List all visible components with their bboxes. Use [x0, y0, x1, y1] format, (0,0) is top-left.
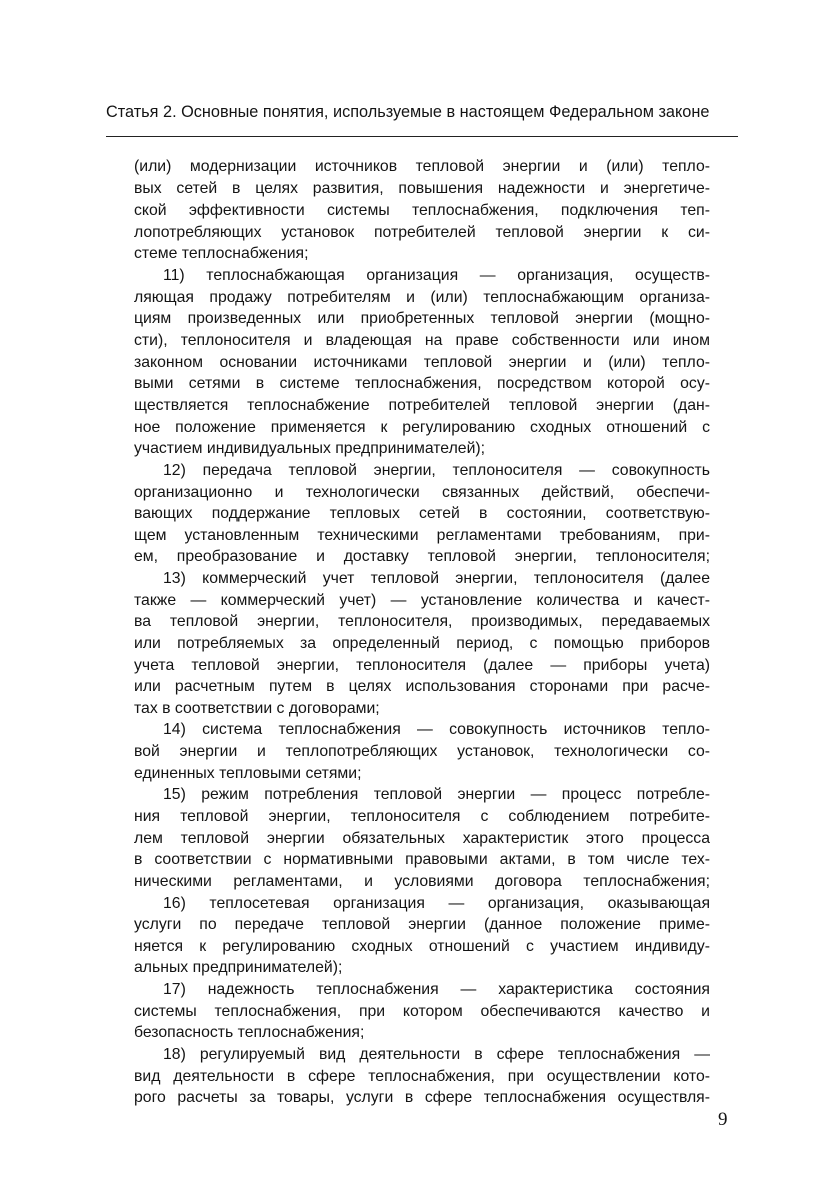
body-line: альных предпринимателей); — [134, 959, 343, 976]
body-line: ской эффективности системы теплоснабжения, подключения теп- — [134, 202, 710, 219]
body-line: также — коммерческий учет) — установление количества и качест- — [134, 592, 710, 609]
body-line: услуги по передаче тепловой энергии (данное положение приме- — [134, 916, 710, 933]
body-line: в соответствии с нормативными правовыми актами, в том числе тех- — [134, 851, 710, 868]
body-line: организационно и технологически связанных действий, обеспечи- — [134, 484, 710, 501]
body-line: ществляется теплоснабжение потребителей тепловой энергии (дан- — [134, 397, 710, 414]
body-line: циям произведенных или приобретенных тепловой энергии (мощно- — [134, 310, 710, 327]
body-line: вых сетей в целях развития, повышения надежности и энергетиче- — [134, 180, 710, 197]
page-header: Статья 2. Основные понятия, используемые в настоящем Федеральном законе — [106, 103, 710, 121]
body-line: щем установленным техническими регламентами требованиям, при- — [134, 527, 710, 544]
body-line: ва тепловой энергии, теплоносителя, производимых, передаваемых — [134, 613, 710, 630]
body-line: учета тепловой энергии, теплоносителя (далее — приборы учета) — [134, 657, 710, 674]
body-line: участием индивидуальных предпринимателей); — [134, 440, 486, 457]
body-line: сти), теплоносителя и владеющая на праве собственности или ином — [134, 332, 710, 349]
body-line: ем, преобразование и доставку тепловой энергии, теплоносителя; — [134, 548, 710, 565]
body-line: 11) теплоснабжающая организация — организация, осуществ- — [163, 267, 710, 284]
body-line: 16) теплосетевая организация — организация, оказывающая — [163, 895, 710, 912]
page-number: 9 — [718, 1109, 728, 1130]
body-line: стеме теплоснабжения; — [134, 245, 309, 262]
body-line: ническими регламентами, и условиями договора теплоснабжения; — [134, 873, 710, 890]
body-line: 15) режим потребления тепловой энергии — процесс потребле- — [163, 786, 710, 803]
body-line: ное положение применяется к регулированию сходных отношений с — [134, 419, 710, 436]
body-line: вой энергии и теплопотребляющих установок, технологически со- — [134, 743, 710, 760]
body-line: 18) регулируемый вид деятельности в сфере теплоснабжения — — [163, 1046, 710, 1063]
body-line: законном основании источниками тепловой энергии и (или) тепло- — [134, 354, 710, 371]
body-line: ния тепловой энергии, теплоносителя с соблюдением потребите- — [134, 808, 710, 825]
body-line: 13) коммерческий учет тепловой энергии, теплоносителя (далее — [163, 570, 710, 587]
body-line: безопасность теплоснабжения; — [134, 1024, 365, 1041]
body-line: лопотребляющих установок потребителей тепловой энергии к си- — [134, 224, 710, 241]
body-line: единенных тепловыми сетями; — [134, 765, 362, 782]
body-line: ляющая продажу потребителям и (или) теплоснабжающим организа- — [134, 289, 710, 306]
body-line: или расчетным путем в целях использования сторонами при расче- — [134, 678, 710, 695]
body-line: выми сетями в системе теплоснабжения, посредством которой осу- — [134, 375, 710, 392]
body-line: (или) модернизации источников тепловой энергии и (или) тепло- — [134, 158, 710, 175]
body-line: или потребляемых за определенный период, с помощью приборов — [134, 635, 710, 652]
body-line: вид деятельности в сфере теплоснабжения, при осуществлении кото- — [134, 1068, 710, 1085]
body-line: 12) передача тепловой энергии, теплоносителя — совокупность — [163, 462, 710, 479]
body-line: системы теплоснабжения, при котором обеспечиваются качество и — [134, 1003, 710, 1020]
body-line: 17) надежность теплоснабжения — характеристика состояния — [163, 981, 710, 998]
header-divider — [106, 136, 738, 137]
body-line: 14) система теплоснабжения — совокупность источников тепло- — [163, 721, 710, 738]
body-line: рого расчеты за товары, услуги в сфере теплоснабжения осуществля- — [134, 1089, 710, 1106]
body-line: тах в соответствии с договорами; — [134, 700, 380, 717]
body-line: лем тепловой энергии обязательных характеристик этого процесса — [134, 830, 710, 847]
body-line: няется к регулированию сходных отношений с участием индивиду- — [134, 938, 710, 955]
body-line: вающих поддержание тепловых сетей в состоянии, соответствую- — [134, 505, 710, 522]
